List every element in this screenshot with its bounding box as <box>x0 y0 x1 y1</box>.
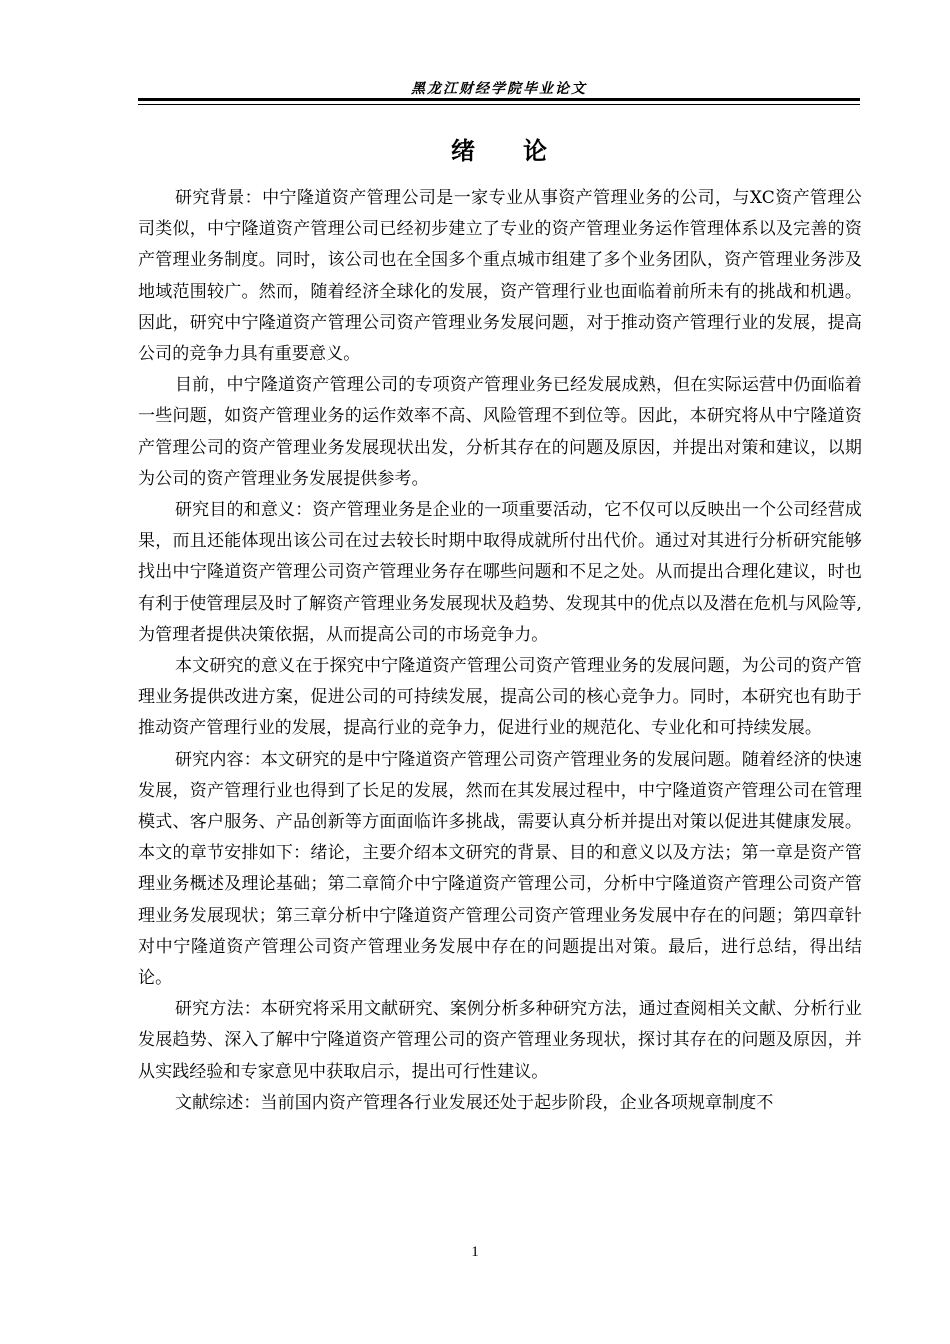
paragraph-purpose: 研究目的和意义：资产管理业务是企业的一项重要活动，它不仅可以反映出一个公司经营成果，而且还能体现出该公司在过去较长时期中取得成就所付出代价。通过对其进行分析研究能够找出中宁隆道资产管理公司资产管理业务存在哪些问题和不足之处。从而提出合理化建议，时也有利于使管理层及时了解资产管理业务发展现状及趋势、发现其中的优点以及潜在危机与风险等,为管理者提供决策依据，从而提高公司的市场竞争力。 <box>138 500 862 645</box>
header-rule-thin <box>138 104 860 105</box>
paragraph-significance: 本文研究的意义在于探究中宁隆道资产管理公司资产管理业务的发展问题，为公司的资产管理业务提供改进方案，促进公司的可持续发展，提高公司的核心竞争力。同时，本研究也有助于推动资产管理行业的发展，提高行业的竞争力，促进行业的规范化、专业化和可持续发展。 <box>138 656 862 739</box>
paragraph-content: 研究内容：本文研究的是中宁隆道资产管理公司资产管理业务的发展问题。随着经济的快速发展，资产管理行业也得到了长足的发展，然而在其发展过程中，中宁隆道资产管理公司在管理模式、客户服务、产品创新等方面面临许多挑战，需要认真分析并提出对策以促进其健康发展。本文的章节安排如下：绪论，主要介绍本文研究的背景、目的和意义以及方法；第一章是资产管理业务概述及理论基础；第二章简介中宁隆道资产管理公司，分析中宁隆道资产管理公司资产管理业务发展现状；第三章分析中宁隆道资产管理公司资产管理业务发展中存在的问题；第四章针对中宁隆道资产管理公司资产管理业务发展中存在的问题提出对策。最后，进行总结，得出结论。 <box>138 749 862 989</box>
body-text <box>138 183 862 1119</box>
chapter-title: 绪论 <box>451 137 595 165</box>
paragraph-background: 研究背景：中宁隆道资产管理公司是一家专业从事资产管理业务的公司，与XC资产管理公司类似，中宁隆道资产管理公司已经初步建立了专业的资产管理业务运作管理体系以及完善的资产管理业务制度。同时，该公司也在全国多个重点城市组建了多个业务团队，资产管理业务涉及地域范围较广。然而，随着经济全球化的发展，资产管理行业也面临着前所未有的挑战和机遇。因此，研究中宁隆道资产管理公司资产管理业务发展问题，对于推动资产管理行业的发展，提高公司的竞争力具有重要意义。 <box>138 188 862 365</box>
paragraph-methods: 研究方法：本研究将采用文献研究、案例分析多种研究方法，通过查阅相关文献、分析行业发展趋势、深入了解中宁隆道资产管理公司的资产管理业务现状，探讨其存在的问题及原因，并从实践经验和专家意见中获取启示，提出可行性建议。 <box>138 999 862 1082</box>
paragraph-literature: 文献综述：当前国内资产管理各行业发展还处于起步阶段，企业各项规章制度不 <box>175 1092 774 1113</box>
header-rule-thick <box>138 98 860 101</box>
running-header: 黑龙江财经学院毕业论文 <box>411 81 587 97</box>
paragraph-current-status: 目前，中宁隆道资产管理公司的专项资产管理业务已经发展成熟，但在实际运营中仍面临着一些问题，如资产管理业务的运作效率不高、风险管理不到位等。因此，本研究将从中宁隆道资产管理公司的资产管理业务发展现状出发，分析其存在的问题及原因，并提出对策和建议，以期为公司的资产管理业务发展提供参考。 <box>138 375 862 489</box>
page-number: 1 <box>471 1244 479 1260</box>
